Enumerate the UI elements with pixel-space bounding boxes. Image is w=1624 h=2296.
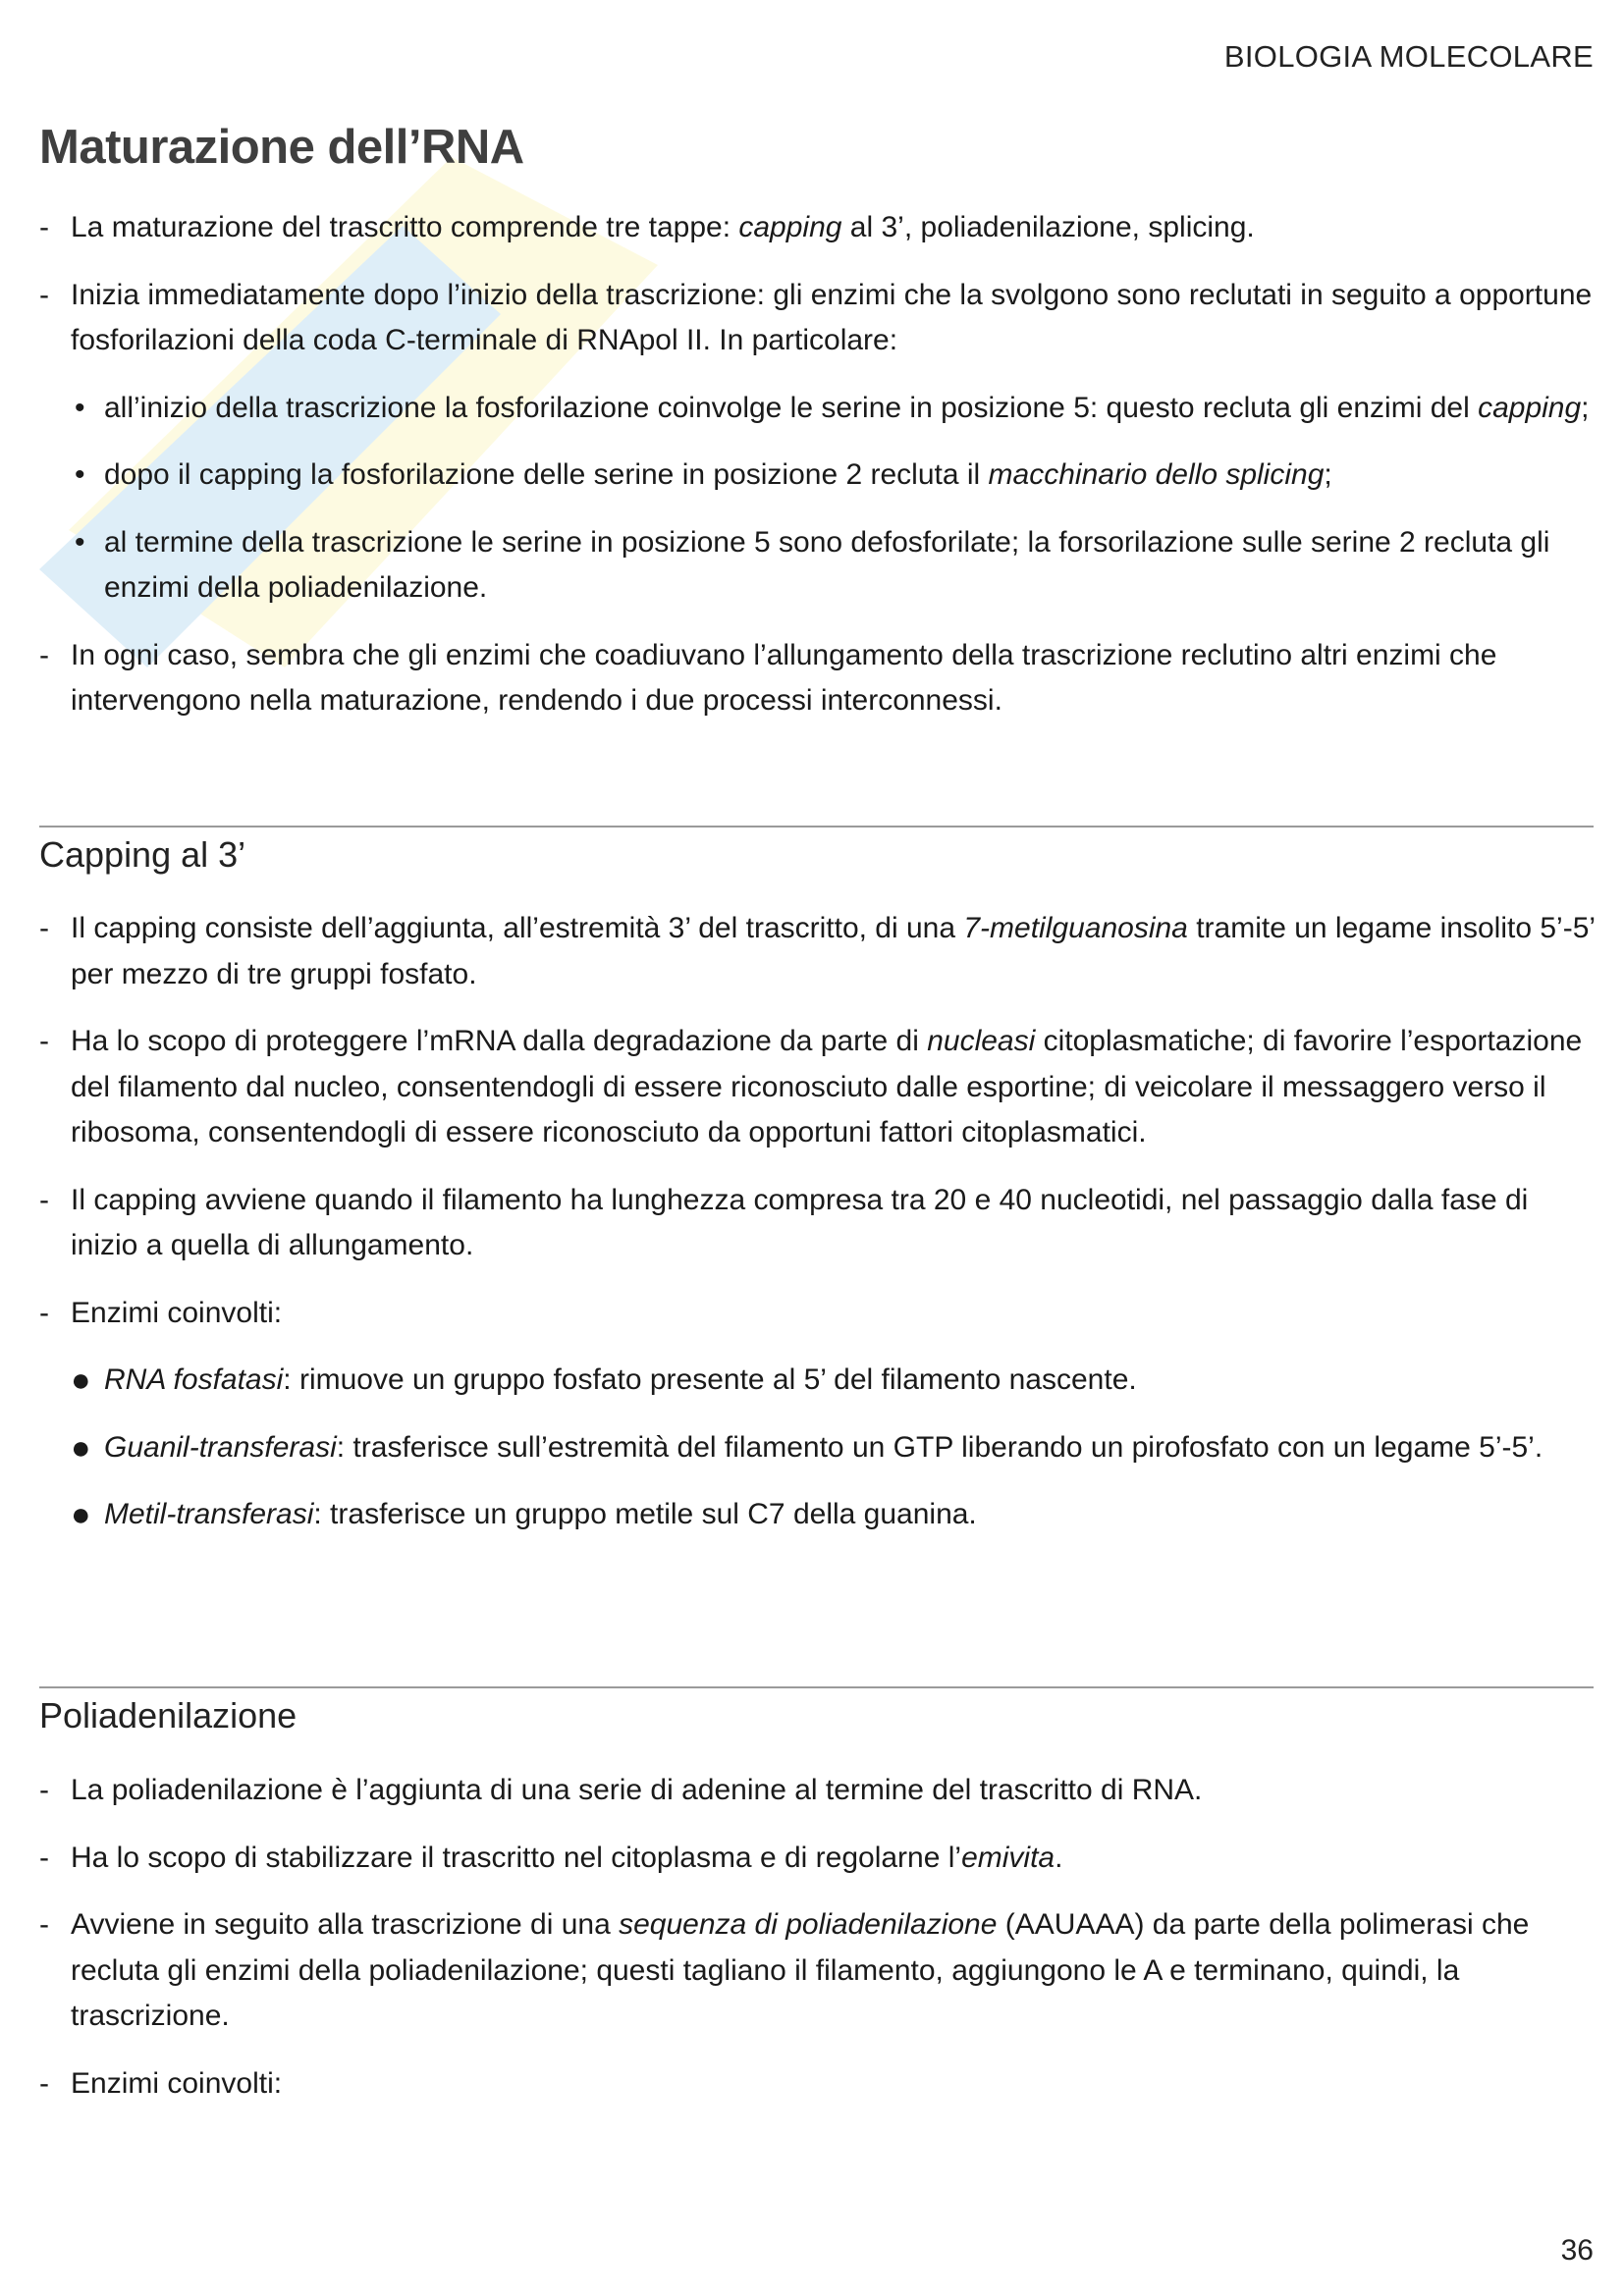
dash-marker-icon: -	[39, 1908, 49, 1941]
dash-list-item	[39, 1902, 1600, 2040]
section-divider	[39, 826, 1594, 828]
bullet-list-item	[39, 1425, 1600, 1471]
text-run: : trasferisce sull’estremità del filamento un GTP liberando un pirofosfato con un legame 5’-5’.	[336, 1430, 1543, 1464]
dash-list-item	[39, 633, 1600, 724]
text-run: citoplasmatiche; di favorire l’esportazione del filamento dal nucleo, consentendogli di essere riconosciuto dalle esportine; di veicolare il messaggero verso il ribosoma, consentendogli di essere riconosciuto da opportuni fattori citoplasmatici.	[71, 1025, 1583, 1148]
text-run: Enzimi coinvolti:	[71, 1296, 283, 1329]
dash-marker-icon: -	[39, 638, 49, 671]
bullet-list-item	[39, 1492, 1600, 1538]
dash-list-item	[39, 906, 1600, 997]
bullet-marker-icon: ●	[71, 1428, 91, 1467]
text-run: ;	[1324, 458, 1332, 491]
italic-term: 7-metilguanosina	[963, 912, 1188, 944]
dash-marker-icon: -	[39, 1774, 49, 1806]
text-run: al 3’, poliadenilazione, splicing.	[841, 211, 1255, 243]
heading-capping: Capping al 3’	[39, 834, 246, 875]
italic-term: nucleasi	[927, 1025, 1036, 1057]
text-run: dopo il capping la fosforilazione delle serine in posizione 2 recluta il	[104, 458, 989, 491]
running-header: BIOLOGIA MOLECOLARE	[1223, 39, 1594, 74]
text-run: .	[1055, 1841, 1063, 1874]
text-run: Avviene in seguito alla trascrizione di una	[71, 1908, 620, 1941]
italic-term: Metil-transferasi	[104, 1498, 314, 1530]
dash-list-item	[39, 2061, 1600, 2108]
text-run: Ha lo scopo di stabilizzare il trascritto nel citoplasma e di regolarne l’	[71, 1841, 962, 1874]
text-run: Il capping avviene quando il filamento ha lunghezza compresa tra 20 e 40 nucleotidi, nel passaggio dalla fase di inizio a quella di allungamento.	[71, 1183, 1529, 1261]
dash-marker-icon: -	[39, 211, 49, 243]
dash-marker-icon: -	[39, 1296, 49, 1329]
section-poliadenilazione	[39, 1768, 1600, 2128]
bullet-marker-icon: ●	[71, 1496, 91, 1533]
dash-marker-icon: -	[39, 912, 49, 944]
dash-list-item	[39, 1019, 1600, 1156]
page-number: 36	[1560, 2234, 1594, 2267]
italic-term: emivita	[961, 1841, 1056, 1874]
text-run: Enzimi coinvolti:	[71, 2066, 283, 2100]
dash-marker-icon: -	[39, 278, 49, 311]
dash-marker-icon: -	[39, 1841, 49, 1874]
text-run: In ogni caso, sembra che gli enzimi che coadiuvano l’allungamento della trascrizione reclutino altri enzimi che intervengono nella maturazione, rendendo i due processi interconnessi.	[71, 638, 1497, 717]
text-run: Il capping consiste dell’aggiunta, all’estremità 3’ del trascritto, di una	[71, 912, 964, 944]
dash-list-item	[39, 273, 1600, 364]
dash-marker-icon: -	[39, 1183, 49, 1216]
text-run: La poliadenilazione è l’aggiunta di una serie di adenine al termine del trascritto di RNA.	[71, 1774, 1203, 1806]
text-run: (AAUAAA) da parte della polimerasi che recluta gli enzimi della poliadenilazione; questi tagliano il filamento, aggiungono le A e terminano, quindi, la trascrizione.	[71, 1908, 1530, 2032]
bullet-marker-icon: •	[75, 458, 85, 491]
dash-list-item	[39, 1178, 1600, 1269]
italic-term: RNA fosfatasi	[104, 1363, 284, 1396]
text-run: ;	[1581, 391, 1590, 424]
italic-term: capping	[738, 211, 842, 243]
text-run: all’inizio della trascrizione la fosforilazione coinvolge le serine in posizione 5: questo recluta gli enzimi del	[104, 391, 1479, 424]
page-title: Maturazione dell’RNA	[39, 121, 524, 174]
dash-list-item	[39, 1291, 1600, 1337]
text-run: : rimuove un gruppo fosfato presente al 5’ del filamento nascente.	[283, 1363, 1137, 1396]
bullet-list-item	[39, 453, 1600, 499]
text-run: Ha lo scopo di proteggere l’mRNA dalla degradazione da parte di	[71, 1025, 928, 1057]
text-run: La maturazione del trascritto comprende tre tappe:	[71, 211, 739, 243]
bullet-marker-icon: ●	[71, 1362, 91, 1399]
section-capping	[39, 906, 1600, 1560]
italic-term: sequenza di poliadenilazione	[619, 1908, 998, 1941]
bullet-marker-icon: •	[75, 525, 85, 559]
dash-list-item	[39, 1768, 1600, 1814]
text-run: Inizia immediatamente dopo l’inizio della trascrizione: gli enzimi che la svolgono sono reclutati in seguito a opportune fosforilazioni della coda C-terminale di RNApol II. In particolare:	[71, 278, 1593, 356]
dash-list-item	[39, 1836, 1600, 1882]
section-divider	[39, 1686, 1594, 1688]
bullet-list-item	[39, 386, 1600, 432]
text-run: tramite un legame insolito 5’-5’ per mezzo di tre gruppi fosfato.	[71, 912, 1595, 990]
text-run: : trasferisce un gruppo metile sul C7 della guanina.	[313, 1498, 977, 1530]
heading-poliadenilazione: Poliadenilazione	[39, 1695, 298, 1735]
italic-term: Guanil-transferasi	[104, 1430, 337, 1464]
section-maturazione	[39, 205, 1600, 746]
dash-list-item	[39, 205, 1600, 251]
italic-term: macchinario dello splicing	[988, 458, 1325, 491]
bullet-list-item	[39, 520, 1600, 612]
bullet-marker-icon: •	[75, 391, 85, 424]
dash-marker-icon: -	[39, 2066, 49, 2100]
italic-term: capping	[1478, 391, 1582, 424]
dash-marker-icon: -	[39, 1025, 49, 1057]
text-run: al termine della trascrizione le serine in posizione 5 sono defosforilate; la forsorilazione sulle serine 2 recluta gli enzimi della poliadenilazione.	[104, 525, 1550, 604]
bullet-list-item	[39, 1358, 1600, 1404]
